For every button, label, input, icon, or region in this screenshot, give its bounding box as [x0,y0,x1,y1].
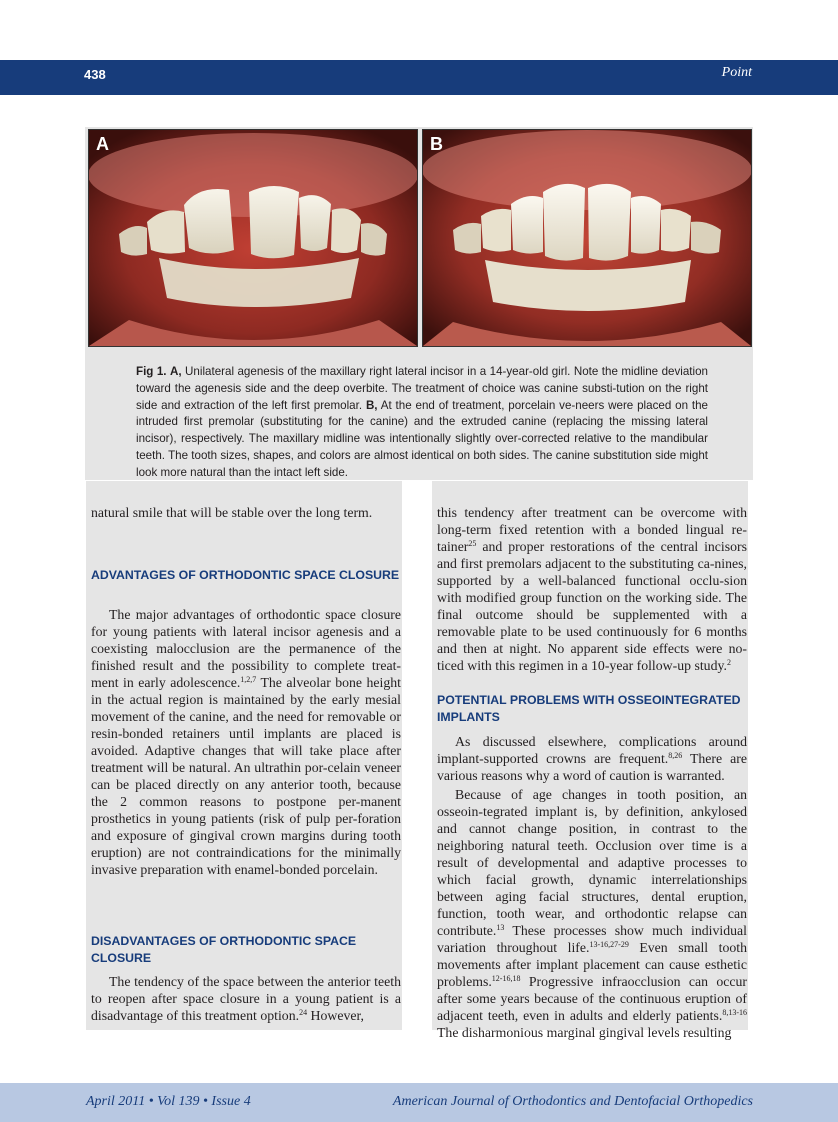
heading-disadvantages: DISADVANTAGES OF ORTHODONTIC SPACE CLOSURE [91,934,357,965]
paragraph-implant-intro: As discussed elsewhere, complications around implant-supported crowns are frequent.$^{8,26}$ There are various reasons why a word of caution is warranted. [437,734,747,783]
heading-advantages: ADVANTAGES OF ORTHODONTIC SPACE CLOSURE [91,568,400,582]
footer-issue: April 2011 • Vol 139 • Issue 4 [86,1094,251,1109]
footer-journal: American Journal of Orthodontics and Dentofacial Orthopedics [392,1094,753,1109]
panel-a-label: A [96,134,109,154]
running-title: Point [721,65,752,80]
header-bar [0,60,838,95]
photo-panel-b [422,129,752,347]
caption-a-label: A, [169,365,182,378]
page-number: 438 [84,67,106,82]
panel-b-label: B [430,134,443,154]
paragraph-disadvantages: The tendency of the space between the anterior teeth to reopen after space closure in a young patient is a disadvantage of this treatment option.$^{24}$ However, [91,974,401,1023]
intro-paragraph: natural smile that will be stable over the long term. [91,505,373,520]
paragraph-age-changes: Because of age changes in tooth position, an osseoin-tegrated implant is, by definition, ankylosed and cannot change position, in contrast to the neighboring natural teeth. Occlusion over time is a result of developmental and adaptive processes to which facial growth, dynamic interrelationships between aging facial structures, dental eruption, function, tooth wear, and orthodontic relapse can contribute.$^{13}$ These processes show much individual variation throughout life.$^{13-16,27-29}$ Even small tooth movements after implant placement can cause esthetic problems.$^{12-16,18}$ Progressive infraocclusion can occur after some years because of the continuous eruption of adjacent teeth, even in adults and elderly patients.$^{8,13-16}$ The disharmonious marginal gingival levels resulting [437,787,747,1040]
figure [85,127,753,480]
paragraph-advantages: The major advantages of orthodontic space closure for young patients with lateral incisor agenesis and a coexisting malocclusion are the permanence of the finished result and the possibility to complete treat-ment in early adolescence.$^{1,2,7}$ The alveolar bone height in the actual region is maintained by the early mesial movement of the canine, and the need for removable or resin-bonded retainers until implants are placed is avoided. Adaptive changes that will take place after treatment will be natural. An ultrathin por-celain veneer can be placed directly on any anterior tooth, because the 2 common reasons to postpone per-manent prosthetics in young patients (risk of pulp per-foration and exposure of gingival crown margins during tooth eruption) are not contraindications for the minimally invasive preparation with enamel-bonded porcelain. [91,607,401,877]
right-column [432,481,748,1040]
photo-panel-a [88,129,418,347]
caption-b-text: At the end of treatment, porcelain ve-neers were placed on the intruded first premolar (substituting for the canine) and the extruded canine (replacing the missing lateral incisor), respectively. The maxillary midline was intentionally slightly over-corrected relative to the mandibular teeth. The tooth sizes, shapes, and colors are almost identical on both sides. The canine substitution side might look more natural than the intact left side. [136,398,708,479]
heading-implant-problems: POTENTIAL PROBLEMS WITH OSSEOINTEGRATED IMPLANTS [437,693,741,724]
footer-bar [0,1083,838,1122]
left-column [86,481,402,1030]
caption-fig-label: Fig 1. [136,365,167,378]
caption-a-text: Unilateral agenesis of the maxillary right lateral incisor in a 14-year-old girl. Note the midline deviation toward the agenesis side and the deep overbite. The treatment of choice was canine substi-tution on the right side and extraction of the left first premolar. [136,365,708,412]
paragraph-retention: this tendency after treatment can be overcome with long-term fixed retention with a bonded lingual re-tainer$^{25}$ and proper restorations of the central incisors and first premolars adjacent to the substituting ca-nines, supported by a well-balanced functional occlu-sion with modified group function on the working side. The final outcome should be supplemented with a removable plate to be used continuously for 6 months and then at night. No apparent side effects were no-ticed with this regimen in a 10-year follow-up study.$^2$ [437,505,747,673]
caption-b-label: B, [365,398,378,412]
figure-caption [136,364,708,482]
